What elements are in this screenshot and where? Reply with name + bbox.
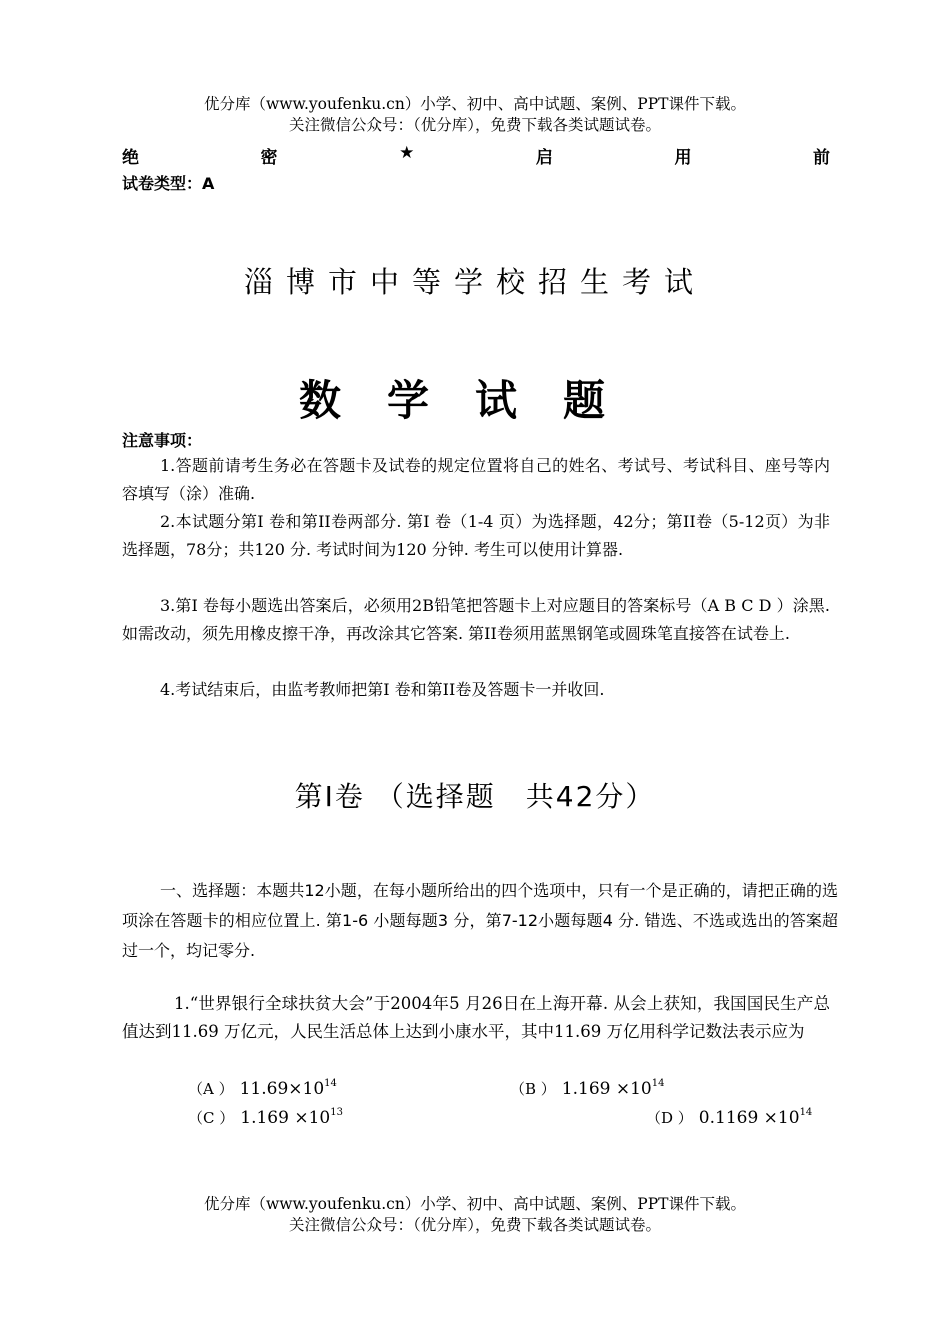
option-value: 1.169 ×10 <box>240 1108 331 1128</box>
option-a <box>188 1078 337 1099</box>
notice-item-3: 3.第I 卷每小题选出答案后，必须用2B铅笔把答题卡上对应题目的答案标号（A B C D ）涂黑. 如需改动，须先用橡皮擦干净，再改涂其它答案. 第II卷须用蓝黑钢笔或圆珠笔直接答在试卷上. <box>122 596 830 643</box>
secret-char: 启 <box>535 148 553 168</box>
secret-char: 用 <box>674 148 692 168</box>
option-exponent: 14 <box>799 1107 813 1118</box>
secret-char: 绝 <box>122 148 139 168</box>
option-value: 1.169 ×10 <box>561 1079 652 1099</box>
question-1-text: 1.“世界银行全球扶贫大会”于2004年5 月26日在上海开幕. 从会上获知，我国国民生产总值达到11.69 万亿元，人民生活总体上达到小康水平，其中11.69 万亿用科学记数法表示应为 <box>122 994 830 1041</box>
header-line-1: 优分库（www.youfenku.cn）小学、初中、高中试题、案例、PPT课件下载。 <box>203 95 747 113</box>
footer-line-1: 优分库（www.youfenku.cn）小学、初中、高中试题、案例、PPT课件下载。 <box>203 1195 747 1213</box>
option-exponent: 14 <box>651 1078 665 1089</box>
option-value: 11.69×10 <box>239 1079 325 1099</box>
section-intro: 一、选择题：本题共12小题，在每小题所给出的四个选项中，只有一个是正确的，请把正确的选项涂在答题卡的相应位置上. 第1-6 小题每题3 分，第7-12小题每题4 分. 错选、不选或选出的答案超过一个，均记零分. <box>122 881 838 960</box>
notice-item-4: 4.考试结束后，由监考教师把第I 卷和第II卷及答题卡一并收回. <box>160 680 605 699</box>
notice-item-2: 2.本试题分第I 卷和第II卷两部分. 第I 卷（1-4 页）为选择题，42分；第II卷（5-12页）为非选择题，78分；共120 分. 考试时间为120 分钟. 考生可以使用计算器. <box>122 512 830 559</box>
option-label: （C ） <box>188 1109 235 1127</box>
option-label: （A ） <box>188 1080 234 1098</box>
secret-star: ★ <box>399 143 415 163</box>
notice-title: 注意事项： <box>122 431 203 450</box>
option-label: （B ） <box>510 1080 556 1098</box>
footer-line-2: 关注微信公众号：（优分库），免费下载各类试题试卷。 <box>288 1216 661 1234</box>
option-c <box>188 1107 343 1128</box>
option-label: （D ） <box>646 1109 693 1127</box>
option-b <box>510 1078 664 1099</box>
option-exponent: 14 <box>324 1078 337 1089</box>
option-value: 0.1169 ×10 <box>698 1108 800 1128</box>
notice-item-1: 1.答题前请考生务必在答题卡及试卷的规定位置将自己的姓名、考试号、考试科目、座号等内容填写（涂）准确. <box>122 456 830 503</box>
secret-char: 密 <box>260 148 278 168</box>
option-exponent: 13 <box>330 1107 343 1118</box>
secret-mark <box>122 143 830 168</box>
secret-char: 前 <box>812 148 830 168</box>
school-title: 淄博市中等学校招生考试 <box>243 265 706 299</box>
subject-title: 数学试题 <box>298 376 651 425</box>
paper-type: 试卷类型：A <box>122 174 215 193</box>
header-line-2: 关注微信公众号：（优分库），免费下载各类试题试卷。 <box>288 116 661 134</box>
option-d <box>646 1107 812 1128</box>
part-title: 第I卷 （选择题 共42分） <box>294 780 656 813</box>
